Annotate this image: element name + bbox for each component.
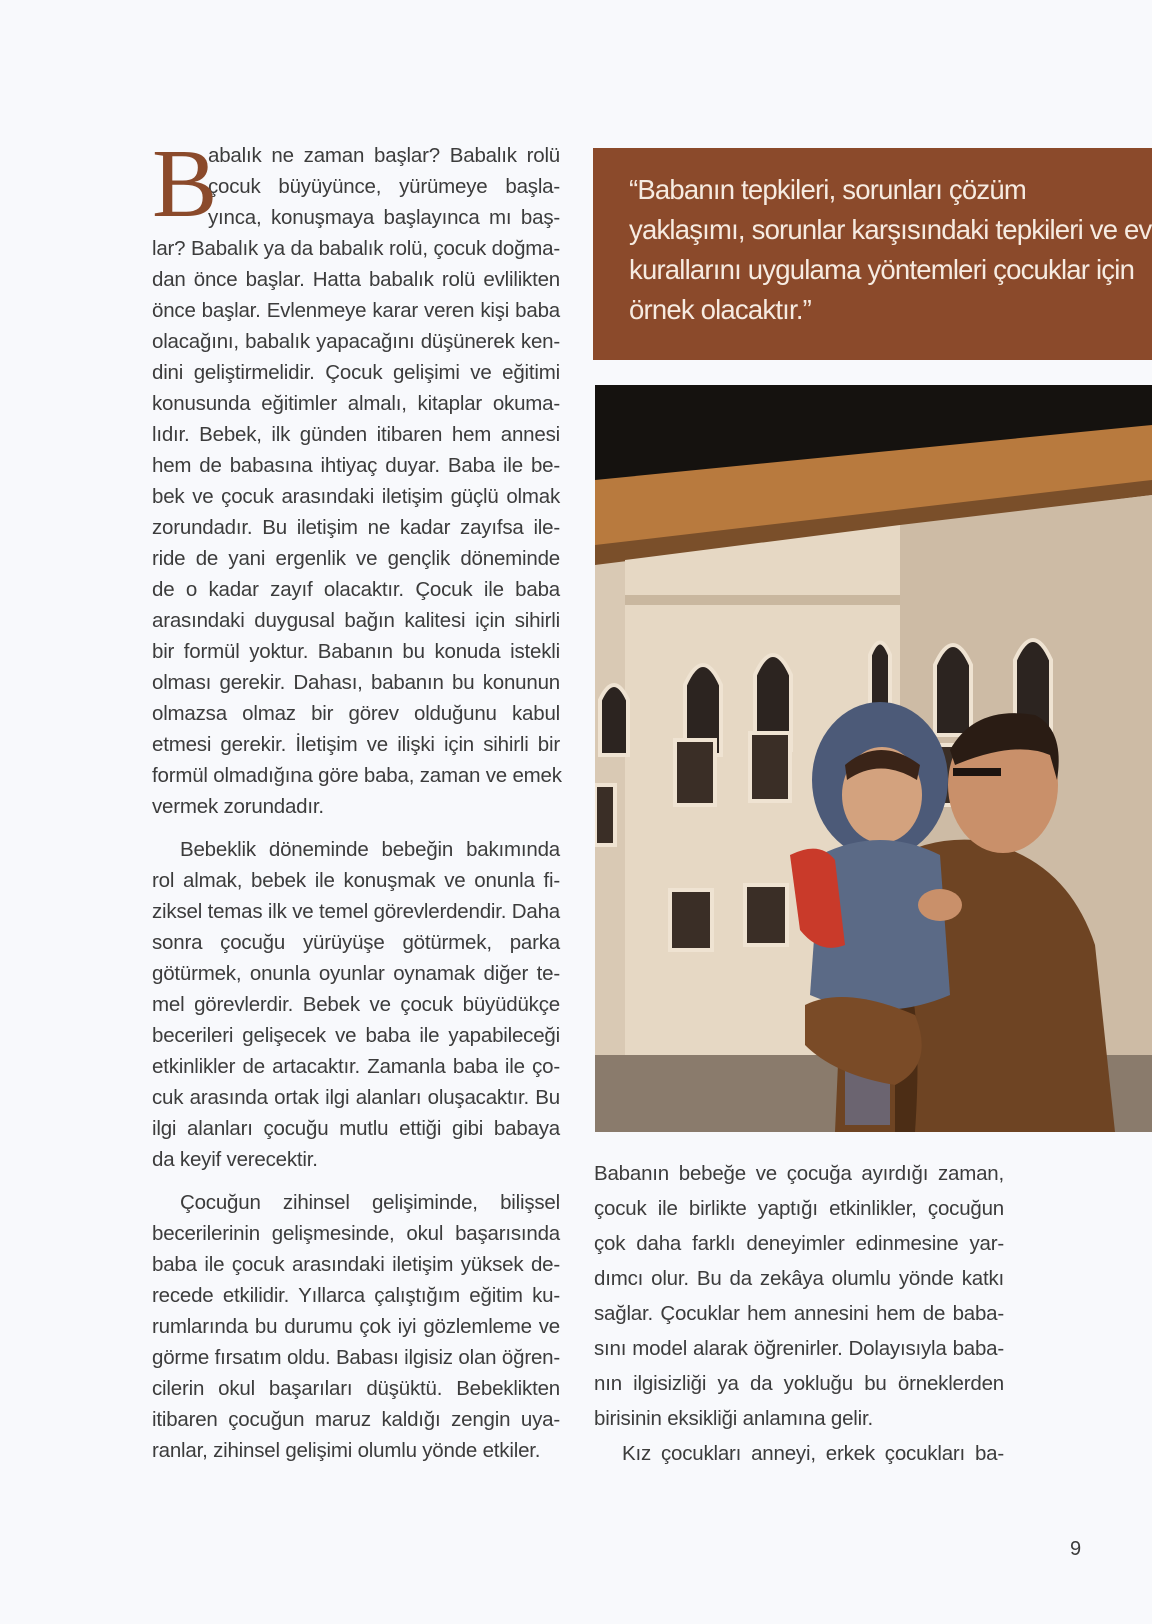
quote-line: “Babanın tepkileri, sorunları çözüm	[629, 174, 1026, 205]
text-line: etkinlikler de artacaktır. Zamanla baba ile ço-	[152, 1055, 560, 1078]
drop-cap: B	[152, 130, 218, 238]
text-line: etmesi gerekir. İletişim ve ilişki için sihirli bir	[152, 733, 560, 756]
text-line: hem de babasına ihtiyaç duyar. Baba ile be-	[152, 454, 560, 477]
text-line: görme fırsatım oldu. Babası ilgisiz olan öğren-	[152, 1346, 560, 1369]
quote-line: kurallarını uygulama yöntemleri çocuklar için	[629, 254, 1135, 285]
text-line: abalık ne zaman başlar? Babalık rolü	[208, 144, 560, 167]
text-line: önce başlar. Evlenmeye karar veren kişi baba	[152, 299, 560, 322]
paragraph-4	[594, 1156, 1004, 1436]
text-line: olması gerekir. Dahası, babanın bu konunun	[152, 671, 560, 694]
left-column	[152, 130, 562, 1466]
paragraph-2	[152, 834, 560, 1175]
text-line: Bebeklik döneminde bebeğin bakımında	[180, 838, 560, 861]
text-line: çocuk büyüyünce, yürümeye başla-	[208, 175, 560, 198]
pull-quote	[593, 148, 1152, 360]
paragraph-1	[152, 130, 562, 822]
text-line: konusunda eğitimler almalı, kitaplar okuma-	[152, 392, 560, 415]
text-line: Babanın bebeğe ve çocuğa ayırdığı zaman,	[594, 1162, 1004, 1185]
text-line: baba ile çocuk arasındaki iletişim yüksek de-	[152, 1253, 560, 1276]
text-line: olmazsa olmaz bir görev olduğunu kabul	[152, 702, 560, 725]
text-line: dan önce başlar. Hatta babalık rolü evlilikten	[152, 268, 560, 291]
text-line: ilgi alanları çocuğu mutlu ettiği gibi babaya	[152, 1117, 560, 1140]
text-line: cuk arasında ortak ilgi alanları oluşacaktır. Bu	[152, 1086, 560, 1109]
page-number: 9	[1070, 1538, 1082, 1560]
right-column	[594, 1156, 1004, 1471]
father-child-photo	[595, 385, 1152, 1132]
text-line: dımcı olur. Bu da zekâya olumlu yönde katkı	[594, 1267, 1004, 1290]
text-line: sağlar. Çocuklar hem annesini hem de baba-	[594, 1302, 1004, 1325]
text-line: vermek zorundadır.	[152, 795, 324, 818]
paragraph-3	[152, 1187, 560, 1466]
text-line: bek ve çocuk arasındaki iletişim güçlü olmak	[152, 485, 560, 508]
text-line: arasındaki duygusal bağın kalitesi için sihirli	[152, 609, 560, 632]
text-line: lıdır. Bebek, ilk günden itibaren hem annesi	[152, 423, 560, 446]
paragraph-5	[594, 1436, 1004, 1471]
text-line: Çocuğun zihinsel gelişiminde, bilişsel	[180, 1191, 560, 1214]
quote-line: örnek olacaktır.”	[629, 294, 812, 325]
text-line: zorundadır. Bu iletişim ne kadar zayıfsa ile-	[152, 516, 560, 539]
text-line: recede etkilidir. Yıllarca çalıştığım eğitim ku-	[152, 1284, 560, 1307]
text-line: çok daha farklı deneyimler edinmesine yar-	[594, 1232, 1004, 1255]
text-line: birisinin eksikliği anlamına gelir.	[594, 1407, 873, 1430]
text-line: çocuk ile birlikte yaptığı etkinlikler, çocuğun	[594, 1197, 1004, 1220]
text-line: ranlar, zihinsel gelişimi olumlu yönde etkiler.	[152, 1439, 541, 1462]
quote-line: yaklaşımı, sorunlar karşısındaki tepkileri ve ev	[629, 214, 1152, 245]
text-line: mel görevlerdir. Bebek ve çocuk büyüdükçe	[152, 993, 560, 1016]
text-line: dini geliştirmelidir. Çocuk gelişimi ve eğitimi	[152, 361, 560, 384]
text-line: lar? Babalık ya da babalık rolü, çocuk doğma-	[152, 237, 560, 260]
text-line: formül olmadığına göre baba, zaman ve emek	[152, 764, 562, 787]
text-line: rol almak, bebek ile konuşmak ve onunla fi-	[152, 869, 560, 892]
text-line: yınca, konuşmaya başlayınca mı baş-	[208, 206, 560, 229]
text-line: becerilerinin gelişmesinde, okul başarısında	[152, 1222, 560, 1245]
text-line: cilerin okul başarıları düşüktü. Bebeklikten	[152, 1377, 560, 1400]
text-line: sını model alarak öğrenirler. Dolayısıyla baba-	[594, 1337, 1004, 1360]
text-line: nın ilgisizliği ya da yokluğu bu örneklerden	[594, 1372, 1004, 1395]
text-line: de o kadar zayıf olacaktır. Çocuk ile baba	[152, 578, 560, 601]
text-line: sonra çocuğu yürüyüşe götürmek, parka	[152, 931, 560, 954]
text-line: götürmek, onunla oyunlar oynamak diğer te-	[152, 962, 560, 985]
text-line: ziksel temas ilk ve temel görevlerdendir. Daha	[152, 900, 560, 923]
text-line: olacağını, babalık yapacağını düşünerek ken-	[152, 330, 560, 353]
text-line: Kız çocukları anneyi, erkek çocukları ba-	[622, 1442, 1004, 1465]
text-line: ride de yani ergenlik ve gençlik döneminde	[152, 547, 560, 570]
text-line: rumlarında bu durumu çok iyi gözlemleme ve	[152, 1315, 560, 1338]
text-line: becerileri gelişecek ve baba ile yapabileceği	[152, 1024, 560, 1047]
text-line: da keyif verecektir.	[152, 1148, 318, 1171]
text-line: itibaren çocuğun maruz kaldığı zengin uya-	[152, 1408, 560, 1431]
text-line: bir formül yoktur. Babanın bu konuda istekli	[152, 640, 560, 663]
